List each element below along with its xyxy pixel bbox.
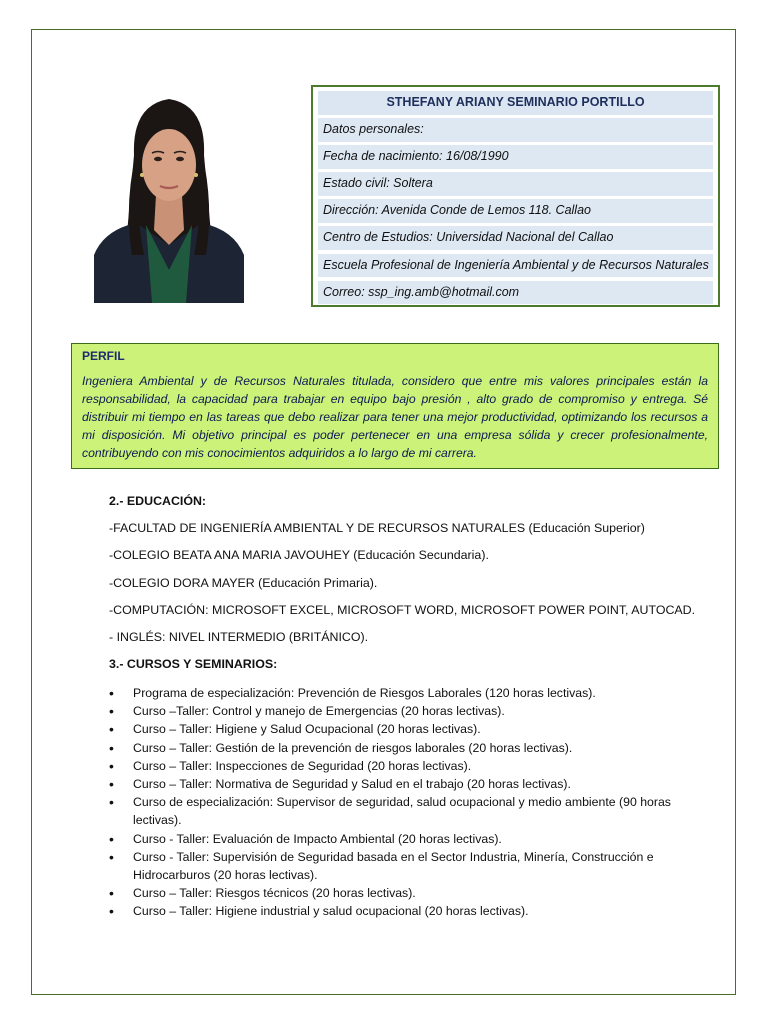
education-item: -FACULTAD DE INGENIERÍA AMBIENTAL Y DE RECURSOS NATURALES (Educación Superior): [109, 521, 645, 536]
course-item: • Curso – Taller: Higiene y Salud Ocupacional (20 horas lectivas).: [109, 720, 679, 738]
education-title: 2.- EDUCACIÓN:: [109, 494, 207, 508]
course-item: • Curso - Taller: Evaluación de Impacto Ambiental (20 horas lectivas).: [109, 830, 679, 848]
course-item: • Curso de especialización: Supervisor de seguridad, salud ocupacional y medio ambiente (90 horas lectivas).: [109, 793, 679, 829]
education-item: -COMPUTACIÓN: MICROSOFT EXCEL, MICROSOFT WORD, MICROSOFT POWER POINT, AUTOCAD.: [109, 602, 696, 617]
profile-text: Ingeniera Ambiental y de Recursos Naturales titulada, considero que entre mis valores principales están la responsabilidad, la capacidad para trabajar en equipo bajo presión , alto grado de compromiso y entrega. Sé distribuir mi tiempo en las tareas que debo realizar para tener una mejor productividad, optimizando los recursos a mi disposición. Mi objetivo principal es poder pertenecer en una empresa sólida y crecer profesionalmente, contribuyendo con mis conocimientos adquiridos a lo largo de mi carrera.: [82, 374, 708, 461]
email: Correo: ssp_ing.amb@hotmail.com: [318, 281, 713, 305]
marital-status: Estado civil: Soltera: [318, 172, 713, 196]
candidate-name: STHEFANY ARIANY SEMINARIO PORTILLO: [318, 91, 713, 115]
courses-title: 3.- CURSOS Y SEMINARIOS:: [109, 657, 278, 672]
profile-title: PERFIL: [82, 349, 125, 363]
profile-summary-box: [71, 343, 719, 469]
education-item: -COLEGIO BEATA ANA MARIA JAVOUHEY (Educación Secundaria).: [109, 548, 489, 563]
education-section: [109, 491, 696, 681]
course-item: • Curso - Taller: Supervisión de Seguridad basada en el Sector Industria, Minería, Construcción e Hidrocarburos (20 horas lectivas).: [109, 848, 679, 884]
course-item: • Curso – Taller: Normativa de Seguridad y Salud en el trabajo (20 horas lectivas).: [109, 775, 679, 793]
education-item: - INGLÉS: NIVEL INTERMEDIO (BRITÁNICO).: [109, 629, 369, 644]
course-item: • Curso –Taller: Control y manejo de Emergencias (20 horas lectivas).: [109, 702, 679, 720]
birth-date: Fecha de nacimiento: 16/08/1990: [318, 145, 713, 169]
address: Dirección: Avenida Conde de Lemos 118. Callao: [318, 199, 713, 223]
study-center: Centro de Estudios: Universidad Nacional del Callao: [318, 226, 713, 250]
course-item: • Curso – Taller: Gestión de la prevención de riesgos laborales (20 horas lectivas).: [109, 739, 679, 757]
professional-school: Escuela Profesional de Ingeniería Ambiental y de Recursos Naturales: [318, 254, 713, 278]
profile-photo: [94, 95, 244, 303]
courses-list: [109, 684, 679, 921]
personal-info-box: [311, 85, 720, 307]
education-item: -COLEGIO DORA MAYER (Educación Primaria).: [109, 575, 378, 590]
course-item: • Curso – Taller: Inspecciones de Seguridad (20 horas lectivas).: [109, 757, 679, 775]
course-item: • Curso – Taller: Higiene industrial y salud ocupacional (20 horas lectivas).: [109, 902, 679, 920]
course-item: • Programa de especialización: Prevención de Riesgos Laborales (120 horas lectivas).: [109, 684, 679, 702]
personal-data-label: Datos personales:: [318, 118, 713, 142]
course-item: • Curso – Taller: Riesgos técnicos (20 horas lectivas).: [109, 884, 679, 902]
